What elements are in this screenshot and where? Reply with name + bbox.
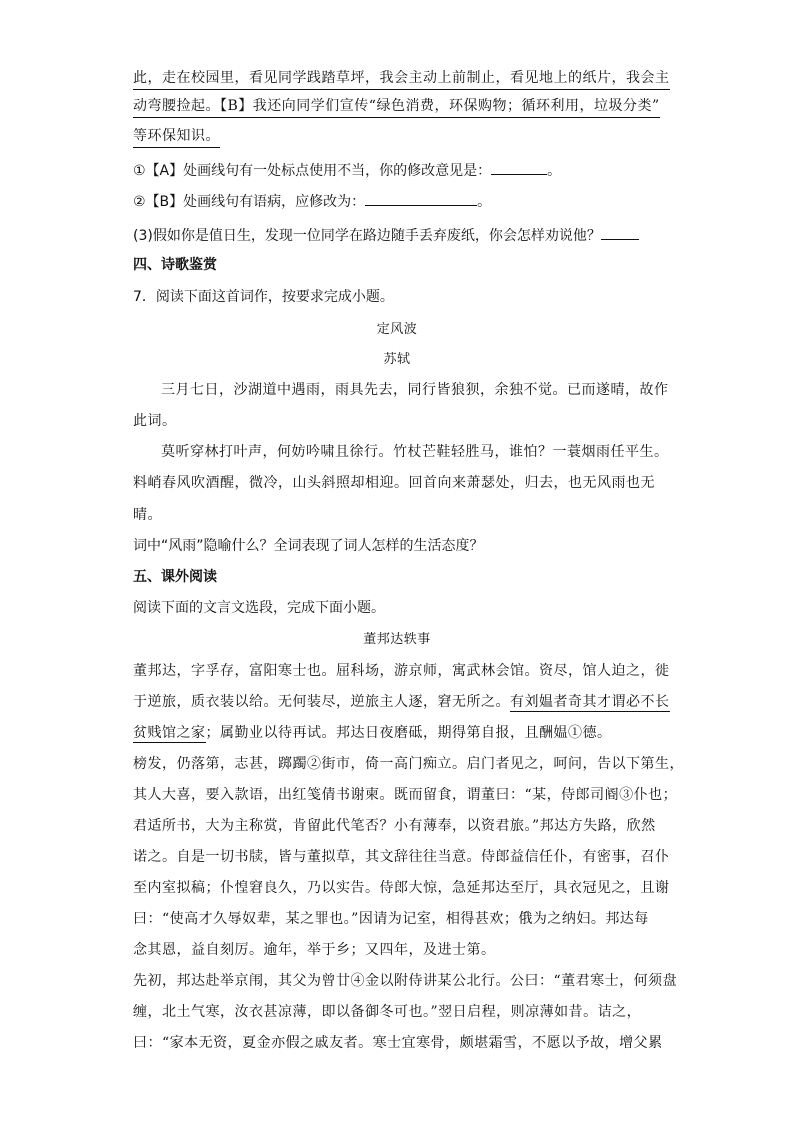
reading-instruction: 阅读下面的文言文选段，完成下面小题。 (133, 600, 385, 616)
question-text: (3)假如你是值日生，发现一位同学在路边随手丢弃废纸，你会怎样劝说他？ (133, 228, 601, 244)
passage-line: 君适所书，大为主称赏，肯留此代笔否？小有薄奉，以资君旅。”邦达方失路，欣然 (133, 818, 656, 834)
passage-line: 贫贱馆之家；属勤业以待再试。邦达日夜磨砥，期得第自报，且酬媪①德。 (133, 725, 612, 741)
section-heading-5: 五、课外阅读 (133, 569, 217, 585)
section-heading-4: 四、诗歌鉴赏 (133, 257, 217, 273)
passage-line: 于逆旅，质衣装以给。无何装尽，逆旅主人逐，窘无所之。有刘媪者奇其才谓必不长 (133, 694, 670, 710)
question-7: 7．阅读下面这首词作，按要求完成小题。 (133, 289, 394, 305)
passage-line: 先初，邦达赴举京闱，其父为曾廿④金以附侍讲某公北行。公曰：“董君寒士，何须盘 (133, 973, 678, 989)
poem-title: 定风波 (376, 322, 418, 337)
question-text: ②【B】处画线句有语病，应修改为： (133, 194, 366, 210)
poem-body: 料峭春风吹酒醒，微冷，山头斜照却相迎。回首向来萧瑟处，归去，也无风雨也无 (133, 475, 655, 491)
underlined-sentence-b: 动弯腰捡起。【B】我还向同学们宣传“绿色消费，环保购物；循环利用，垃圾分类” (133, 96, 660, 118)
answer-blank[interactable] (601, 225, 639, 240)
passage-line: 诺之。自是一切书牍，皆与董拟草，其文辞往往当意。侍郎益信任仆，有密事，召仆 (133, 849, 670, 865)
underlined-sentence-a: 此，走在校园里，看见同学践踏草坪，我会主动上前制止，看见地上的纸片，我会主 (133, 68, 670, 90)
passage-line: 其人大喜，要入款语，出红笺倩书谢柬。既而留食，谓董曰：“某，侍郎司阍③仆也； (133, 787, 678, 803)
underlined-sentence: 贫贱馆之家 (133, 725, 206, 741)
poem-preface: 三月七日，沙湖道中遇雨，雨具先去，同行皆狼狈，余独不觉。已而遂晴，故作 (161, 382, 669, 398)
passage-line: 至内室拟稿；仆惶窘良久，乃以实告。侍郎大惊，急延邦达至厅，具衣冠见之，且谢 (133, 880, 670, 896)
passage-title: 董邦达轶事 (363, 632, 431, 647)
text-line: 等环保知识。 (133, 126, 220, 148)
poem-preface: 此词。 (133, 413, 177, 429)
question-1: ①【A】处画线句有一处标点使用不当，你的修改意见是： 。 (133, 160, 561, 181)
passage-line: 榜发，仍落第，志甚，踯躅②街市，倚一高门痴立。启门者见之，呵问，告以下第生， (133, 756, 684, 772)
passage-line: 缠，北土气寒，汝衣甚凉薄，即以备御冬可也。”翌日启程，则凉薄如昔。诘之， (133, 1004, 642, 1020)
passage-line: 曰：“使高才久辱奴辈，某之罪也。”因请为记室，相得甚欢；俄为之纳妇。邦达每 (133, 911, 649, 927)
underlined-sentence: 有刘媪者奇其才谓必不长 (510, 694, 670, 710)
poem-author: 苏轼 (383, 352, 411, 367)
question-text: ①【A】处画线句有一处标点使用不当，你的修改意见是： (133, 163, 492, 179)
passage-line: 念其恩，益自刻厉。逾年，举于乡；又四年，及进士第。 (133, 942, 496, 958)
poem-body: 晴。 (133, 507, 162, 523)
passage-line: 董邦达，字孚存，富阳寒士也。屈科场，游京师，寓武林会馆。资尽，馆人迫之，徙 (133, 663, 670, 679)
answer-blank[interactable] (491, 160, 547, 175)
question-2: ②【B】处画线句有语病，应修改为： 。 (133, 191, 491, 212)
answer-blank[interactable] (365, 191, 477, 206)
poem-question: 词中“风雨”隐喻什么？全词表现了词人怎样的生活态度？ (133, 538, 484, 554)
question-3 (133, 225, 639, 246)
poem-body: 莫听穿林打叶声，何妨吟啸且徐行。竹杖芒鞋轻胜马，谁怕？一蓑烟雨任平生。 (161, 444, 669, 460)
passage-line: 曰：“家本无资，夏金亦假之戚友者。寒士宜寒骨，颇堪霜雪，不愿以予故，增父累 (133, 1035, 663, 1051)
